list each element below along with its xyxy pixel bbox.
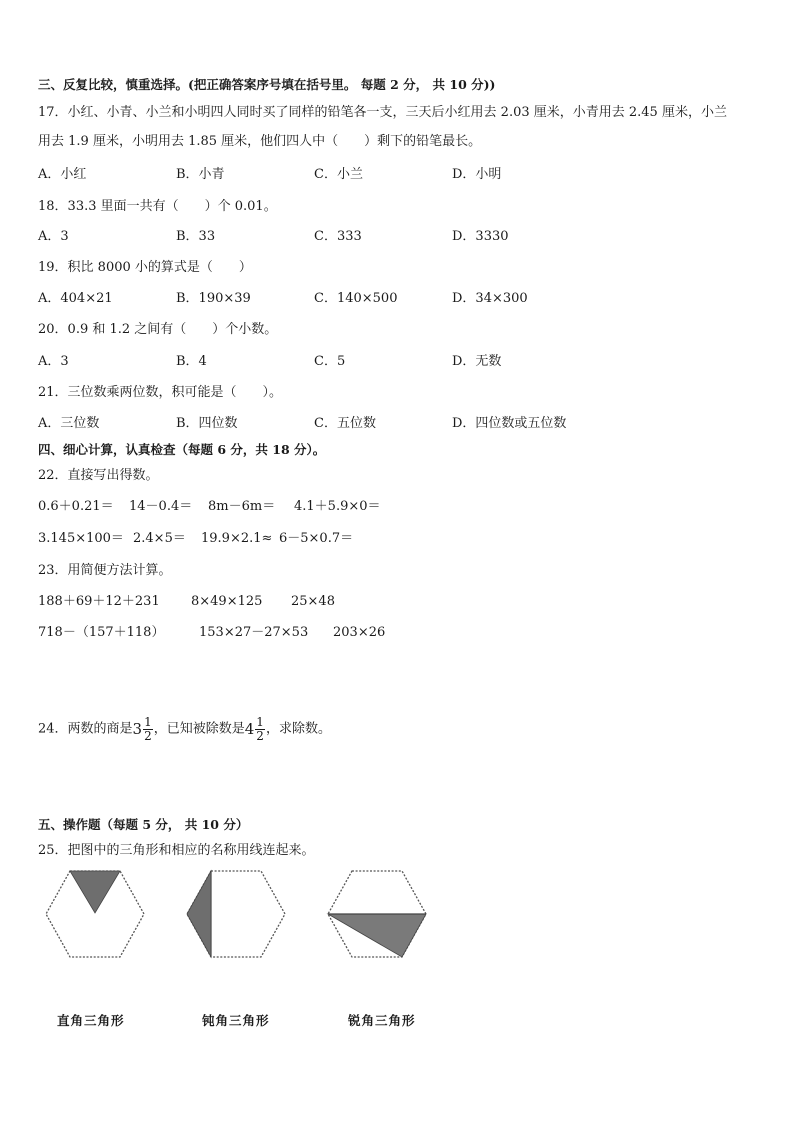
q22-expr: 14－0.4＝ bbox=[129, 499, 193, 514]
q21-option-c: C．五位数 bbox=[314, 416, 376, 431]
shaded-triangle-1 bbox=[70, 871, 120, 913]
q22-expr: 19.9×2.1≈ bbox=[201, 531, 273, 546]
fraction-numerator: 1 bbox=[144, 714, 152, 729]
q19-line: 19．积比 8000 小的算式是（ ） bbox=[38, 260, 252, 275]
hexagon-figure-3 bbox=[326, 868, 428, 960]
q22-expr: 3.145×100＝ bbox=[38, 531, 124, 546]
q17-option-a: A．小红 bbox=[38, 167, 87, 182]
q22-expr: 6－5×0.7＝ bbox=[279, 531, 354, 546]
section4-title: 四、细心计算，认真检查（每题 6 分，共 18 分）。 bbox=[38, 442, 326, 457]
q20-option-a: A．3 bbox=[38, 354, 69, 369]
q18-option-a: A．3 bbox=[38, 229, 69, 244]
fraction-denominator: 2 bbox=[256, 728, 264, 743]
q21-option-a: A．三位数 bbox=[38, 416, 100, 431]
q19-option-a: A．404×21 bbox=[38, 291, 113, 306]
q17-option-b: B．小青 bbox=[176, 167, 225, 182]
q20-option-b: B．4 bbox=[176, 354, 207, 369]
q20-option-d: D．无数 bbox=[452, 354, 502, 369]
q23-expr: 153×27－27×53 bbox=[199, 625, 309, 640]
q24-mixed1-whole: 3 bbox=[132, 720, 143, 738]
q24-middle: ，已知被除数是 bbox=[153, 721, 245, 737]
q20-option-c: C．5 bbox=[314, 354, 346, 369]
label-obtuse-triangle: 钝角三角形 bbox=[202, 1013, 270, 1028]
q17-option-c: C．小兰 bbox=[314, 167, 363, 182]
q25-prompt: 25．把图中的三角形和相应的名称用线连起来。 bbox=[38, 843, 315, 858]
q24-mixed2-whole: 4 bbox=[244, 720, 255, 738]
section5-title: 五、操作题（每题 5 分， 共 10 分） bbox=[38, 817, 249, 832]
section3-title: 三、反复比较，慎重选择。(把正确答案序号填在括号里。 每题 2 分， 共 10 分)) bbox=[38, 77, 496, 92]
q23-expr: 188＋69＋12＋231 bbox=[38, 594, 160, 609]
q19-option-b: B．190×39 bbox=[176, 291, 251, 306]
q24-fraction-1 bbox=[143, 716, 153, 743]
q22-expr: 0.6＋0.21＝ bbox=[38, 499, 114, 514]
fraction-denominator: 2 bbox=[144, 728, 152, 743]
q22-expr: 8m－6m＝ bbox=[208, 499, 276, 514]
hexagon-figure-2 bbox=[185, 868, 287, 960]
q23-expr: 718－（157＋118） bbox=[38, 625, 165, 640]
label-right-triangle: 直角三角形 bbox=[57, 1013, 125, 1028]
q18-line: 18．33.3 里面一共有（ ）个 0.01。 bbox=[38, 199, 277, 214]
q23-expr: 25×48 bbox=[291, 594, 335, 609]
q18-option-d: D．3330 bbox=[452, 229, 509, 244]
q21-option-b: B．四位数 bbox=[176, 416, 238, 431]
q24-suffix: ，求除数。 bbox=[265, 721, 331, 737]
label-acute-triangle: 锐角三角形 bbox=[348, 1013, 416, 1028]
q19-option-d: D．34×300 bbox=[452, 291, 528, 306]
q21-option-d: D．四位数或五位数 bbox=[452, 416, 567, 431]
q23-expr: 8×49×125 bbox=[191, 594, 263, 609]
q19-option-c: C．140×500 bbox=[314, 291, 398, 306]
q21-line: 21．三位数乘两位数，积可能是（ ）。 bbox=[38, 385, 283, 400]
q24-fraction-2 bbox=[255, 716, 265, 743]
q23-expr: 203×26 bbox=[333, 625, 386, 640]
hexagon-figure-1 bbox=[44, 868, 146, 960]
q18-option-b: B．33 bbox=[176, 229, 216, 244]
q24-prefix: 24．两数的商是 bbox=[38, 721, 133, 737]
shaded-triangle-3 bbox=[328, 914, 426, 957]
fraction-numerator: 1 bbox=[256, 714, 264, 729]
q22-prompt: 22．直接写出得数。 bbox=[38, 468, 159, 483]
q23-prompt: 23．用简便方法计算。 bbox=[38, 563, 172, 578]
q17-option-d: D．小明 bbox=[452, 167, 502, 182]
q22-expr: 4.1＋5.9×0＝ bbox=[294, 499, 381, 514]
q20-line: 20．0.9 和 1.2 之间有（ ）个小数。 bbox=[38, 322, 278, 337]
q24-line bbox=[38, 712, 331, 747]
q22-expr: 2.4×5＝ bbox=[133, 531, 186, 546]
shaded-triangle-2 bbox=[187, 871, 211, 957]
q17-line2: 用去 1.9 厘米，小明用去 1.85 厘米，他们四人中（ ）剩下的铅笔最长。 bbox=[38, 134, 482, 149]
q18-option-c: C．333 bbox=[314, 229, 362, 244]
q17-line1: 17．小红、小青、小兰和小明四人同时买了同样的铅笔各一支，三天后小红用去 2.03 厘米，小青用去 2.45 厘米，小兰 bbox=[38, 105, 727, 120]
